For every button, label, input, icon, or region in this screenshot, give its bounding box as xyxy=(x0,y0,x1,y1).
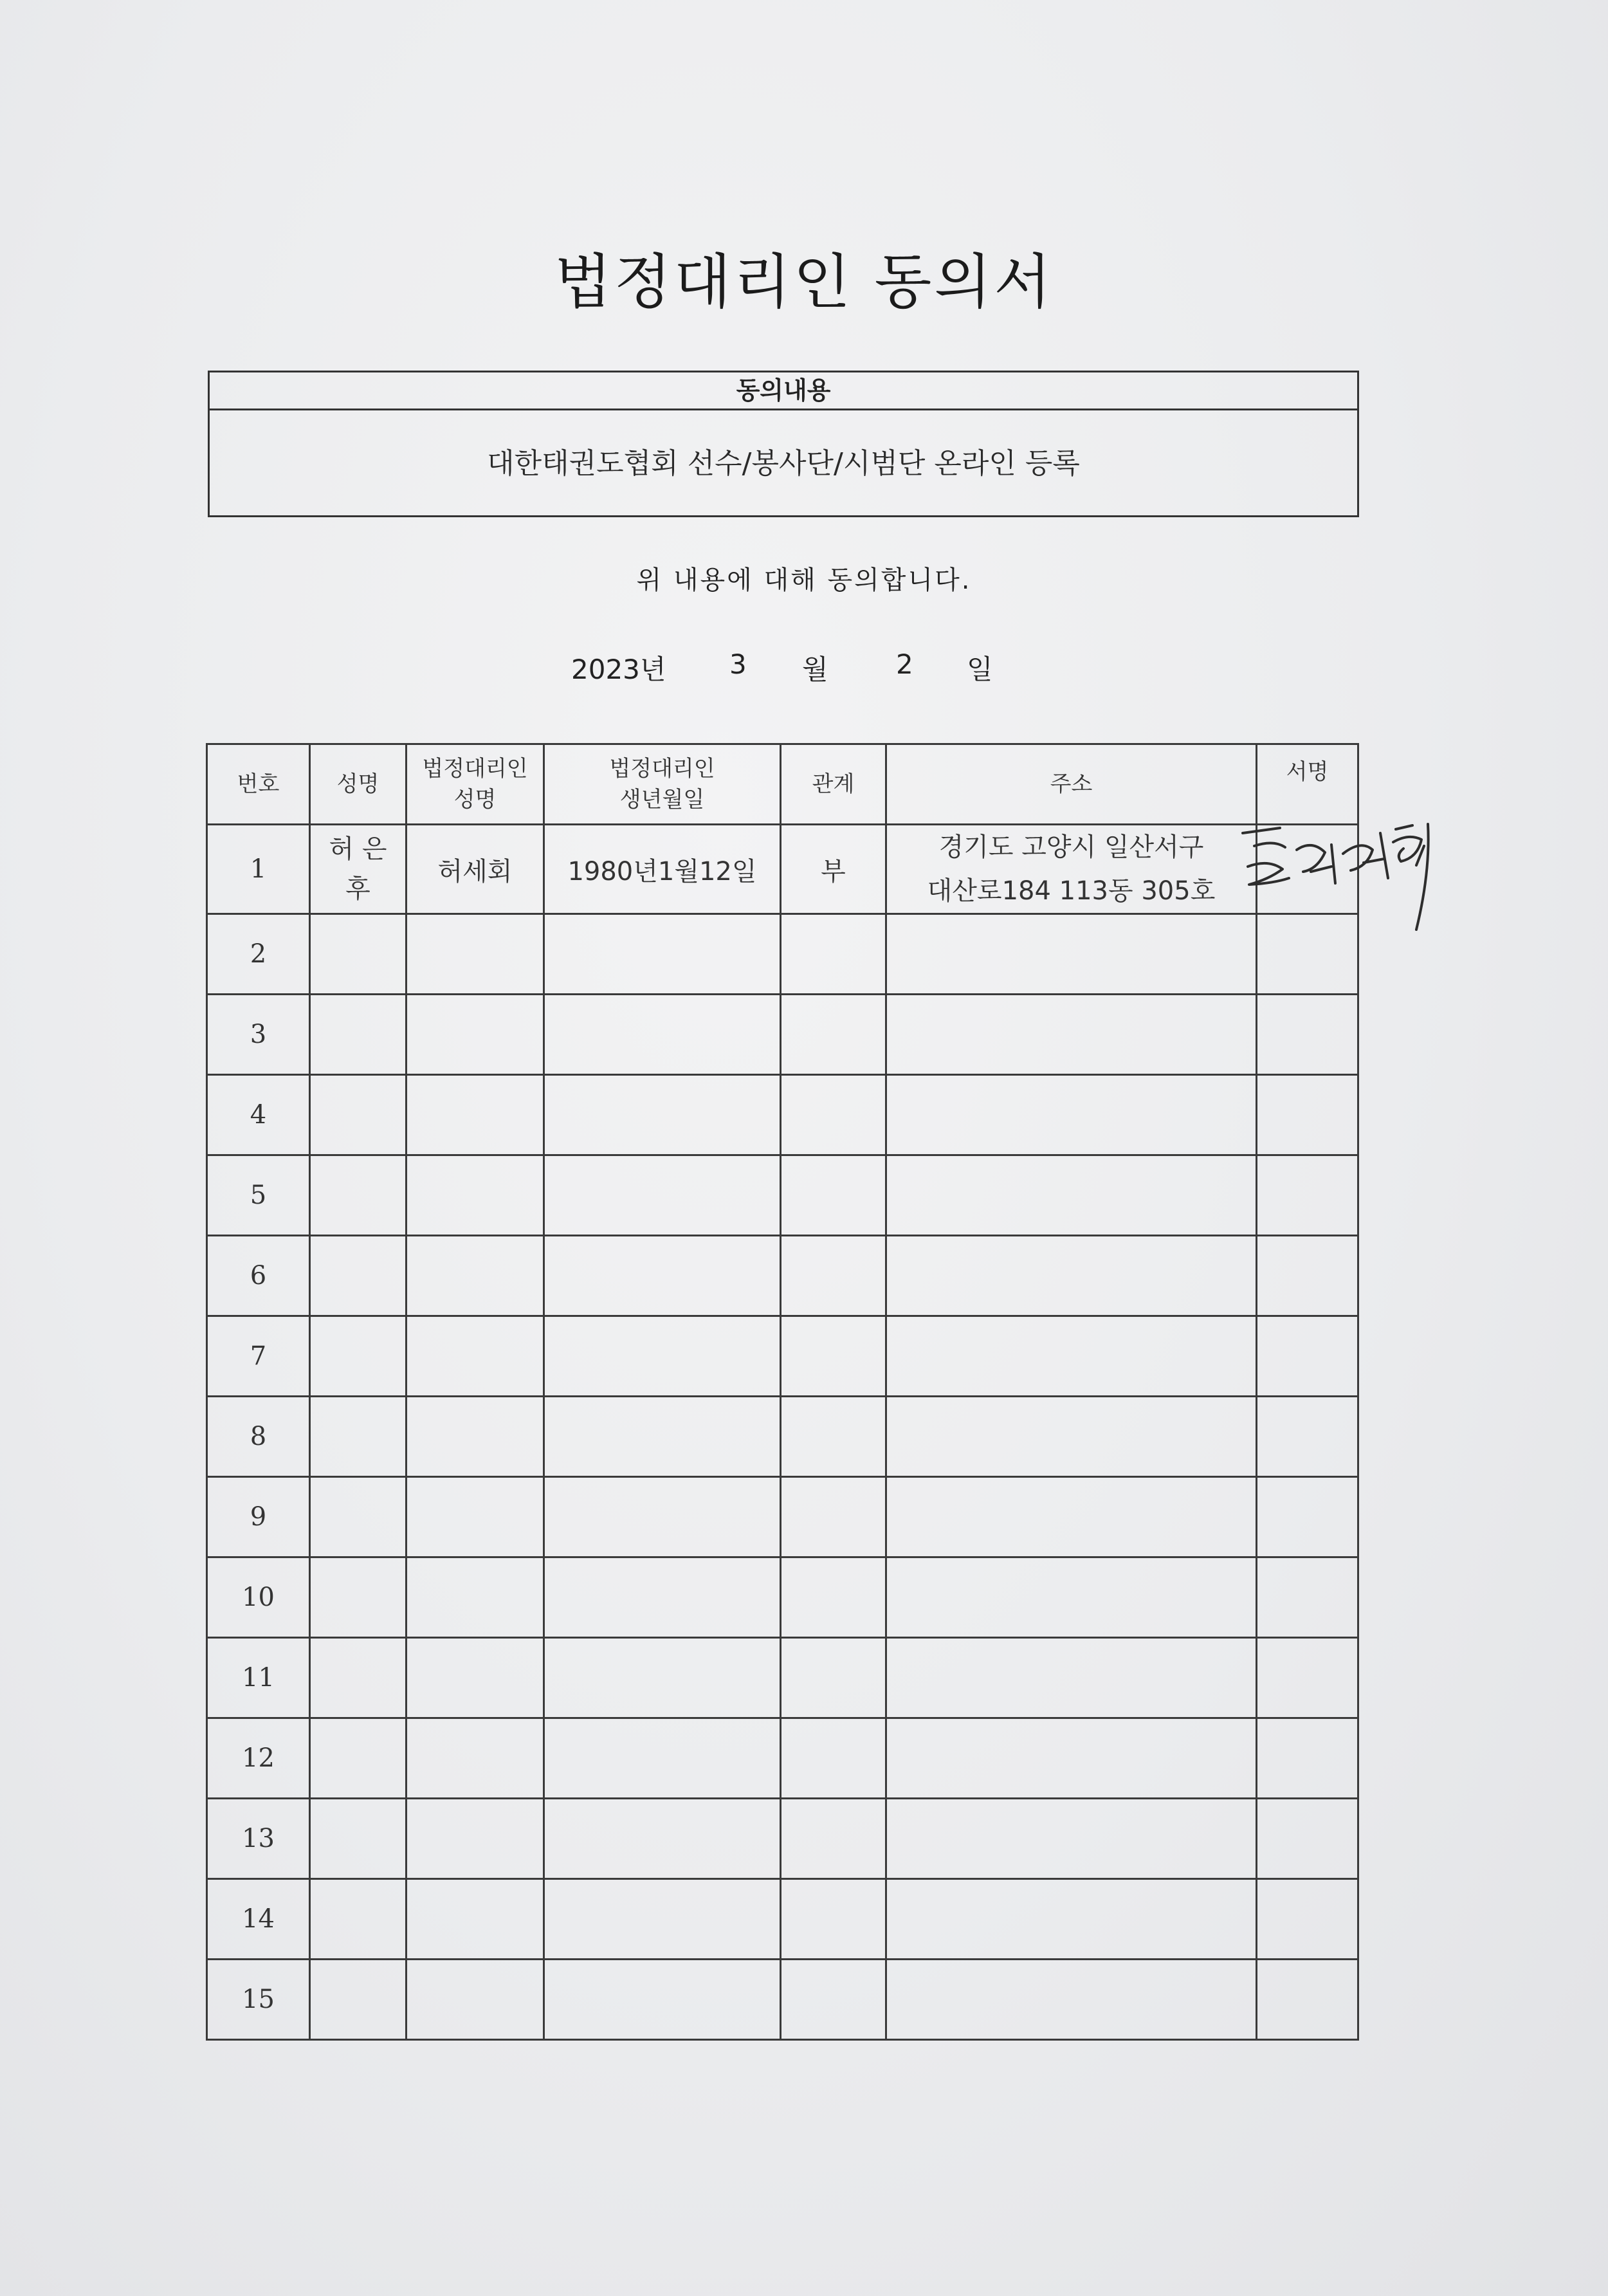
row-signature xyxy=(1257,1397,1358,1477)
row-guardian-name xyxy=(407,1397,544,1477)
row-guardian-name xyxy=(407,1557,544,1638)
handwritten-signature xyxy=(1235,807,1447,936)
row-guardian-birth xyxy=(544,995,781,1075)
header-no: 번호 xyxy=(207,744,310,825)
row-name xyxy=(310,1236,407,1316)
row-guardian-name xyxy=(407,995,544,1075)
table-row xyxy=(207,1236,1358,1316)
row-guardian-birth xyxy=(544,1960,781,2040)
row-relation xyxy=(781,1718,886,1799)
row-name xyxy=(310,825,407,914)
row-no: 14 xyxy=(207,1879,310,1960)
row-no: 8 xyxy=(207,1397,310,1477)
row-no: 15 xyxy=(207,1960,310,2040)
row-address xyxy=(886,1799,1257,1879)
agreement-text: 위 내용에 대해 동의합니다. xyxy=(636,565,972,595)
row-relation xyxy=(781,1799,886,1879)
row-relation xyxy=(781,1960,886,2040)
row-relation xyxy=(781,914,886,995)
row-address xyxy=(886,1236,1257,1316)
row-signature xyxy=(1257,1316,1358,1397)
table-row xyxy=(207,1397,1358,1477)
row-signature xyxy=(1257,1557,1358,1638)
table-row xyxy=(207,1075,1358,1155)
row-name xyxy=(310,995,407,1075)
row-guardian-name xyxy=(407,1316,544,1397)
row-address xyxy=(886,1718,1257,1799)
row-guardian-name xyxy=(407,1799,544,1879)
row-address xyxy=(886,1155,1257,1236)
row-address xyxy=(886,1960,1257,2040)
row-signature xyxy=(1257,1155,1358,1236)
row-signature xyxy=(1257,1960,1358,2040)
row-name xyxy=(310,1316,407,1397)
row-relation xyxy=(781,1236,886,1316)
table-row xyxy=(207,1960,1358,2040)
row-name-line1: 허 은 xyxy=(329,834,387,864)
document-title: 법정대리인 동의서 xyxy=(554,248,1054,317)
row-signature xyxy=(1257,1879,1358,1960)
row-guardian-birth xyxy=(544,1477,781,1557)
row-relation xyxy=(781,995,886,1075)
table-row xyxy=(207,1557,1358,1638)
table-row xyxy=(207,1477,1358,1557)
row-guardian-birth xyxy=(544,1236,781,1316)
row-name xyxy=(310,1879,407,1960)
row-guardian-name xyxy=(407,1155,544,1236)
row-guardian-name xyxy=(407,1075,544,1155)
table-row xyxy=(207,914,1358,995)
row-guardian-name xyxy=(407,1638,544,1718)
table-row xyxy=(207,1638,1358,1718)
row-name xyxy=(310,1155,407,1236)
consent-content: 대한태권도협회 선수/봉사단/시범단 온라인 등록 xyxy=(487,447,1080,480)
row-relation xyxy=(781,1879,886,1960)
row-name xyxy=(310,1799,407,1879)
table-row xyxy=(207,1879,1358,1960)
row-name xyxy=(310,914,407,995)
header-address: 주소 xyxy=(886,744,1257,825)
row-no: 3 xyxy=(207,995,310,1075)
row-guardian-birth xyxy=(544,1557,781,1638)
row-name xyxy=(310,1718,407,1799)
row-address xyxy=(886,1477,1257,1557)
row-relation xyxy=(781,1557,886,1638)
table-header-row xyxy=(207,744,1358,825)
header-guardian-name-line1: 법정대리인 xyxy=(422,756,528,782)
row-name-line2: 후 xyxy=(345,874,370,904)
row-name xyxy=(310,1477,407,1557)
row-signature xyxy=(1257,1718,1358,1799)
table-row xyxy=(207,1718,1358,1799)
date-line xyxy=(0,648,1608,687)
row-guardian-birth xyxy=(544,1879,781,1960)
row-guardian-birth xyxy=(544,914,781,995)
row-guardian-birth xyxy=(544,1718,781,1799)
row-guardian-name xyxy=(407,914,544,995)
header-guardian-birth xyxy=(544,744,781,825)
row-no: 6 xyxy=(207,1236,310,1316)
row-guardian-birth xyxy=(544,1075,781,1155)
row-guardian-birth xyxy=(544,1799,781,1879)
row-address xyxy=(886,1638,1257,1718)
row-relation xyxy=(781,1397,886,1477)
row-no: 10 xyxy=(207,1557,310,1638)
table-row xyxy=(207,825,1358,914)
header-guardian-name xyxy=(407,744,544,825)
header-guardian-name-line2: 성명 xyxy=(453,787,497,813)
row-relation xyxy=(781,1155,886,1236)
row-address xyxy=(886,1316,1257,1397)
row-guardian-name xyxy=(407,1718,544,1799)
header-relation: 관계 xyxy=(781,744,886,825)
consent-header: 동의내용 xyxy=(210,372,1357,410)
row-guardian-birth xyxy=(544,1155,781,1236)
row-no: 9 xyxy=(207,1477,310,1557)
header-name: 성명 xyxy=(310,744,407,825)
row-address-line1: 경기도 고양시 일산서구 xyxy=(938,832,1204,862)
row-address-line2: 대산로184 113동 305호 xyxy=(927,876,1216,906)
row-no: 4 xyxy=(207,1075,310,1155)
date-month-label: 월 xyxy=(802,654,828,685)
row-no: 12 xyxy=(207,1718,310,1799)
row-signature xyxy=(1257,1075,1358,1155)
row-address xyxy=(886,1879,1257,1960)
row-guardian-name xyxy=(407,1477,544,1557)
row-relation xyxy=(781,1075,886,1155)
row-guardian-name xyxy=(407,1236,544,1316)
row-guardian-birth: 1980년1월12일 xyxy=(544,825,781,914)
row-relation: 부 xyxy=(781,825,886,914)
row-guardian-name: 허세회 xyxy=(407,825,544,914)
row-name xyxy=(310,1397,407,1477)
row-relation xyxy=(781,1477,886,1557)
registration-table xyxy=(206,743,1359,2041)
header-guardian-birth-line2: 생년월일 xyxy=(619,787,705,813)
row-guardian-birth xyxy=(544,1316,781,1397)
row-signature xyxy=(1257,995,1358,1075)
row-guardian-birth xyxy=(544,1638,781,1718)
date-month: 3 xyxy=(729,648,747,680)
row-signature xyxy=(1257,1236,1358,1316)
row-no: 11 xyxy=(207,1638,310,1718)
row-signature xyxy=(1257,1638,1358,1718)
row-address xyxy=(886,995,1257,1075)
header-signature: 서명 xyxy=(1257,744,1358,825)
row-address xyxy=(886,825,1257,914)
date-day-label: 일 xyxy=(967,654,993,685)
row-address xyxy=(886,1557,1257,1638)
row-name xyxy=(310,1960,407,2040)
row-no: 1 xyxy=(207,825,310,914)
row-address xyxy=(886,1397,1257,1477)
table-row xyxy=(207,995,1358,1075)
row-address xyxy=(886,1075,1257,1155)
row-signature xyxy=(1257,1799,1358,1879)
date-year: 2023년 xyxy=(571,654,666,685)
row-no: 5 xyxy=(207,1155,310,1236)
row-guardian-name xyxy=(407,1960,544,2040)
table-row xyxy=(207,1799,1358,1879)
row-guardian-name xyxy=(407,1879,544,1960)
table-row xyxy=(207,1316,1358,1397)
row-address xyxy=(886,914,1257,995)
row-no: 7 xyxy=(207,1316,310,1397)
row-no: 2 xyxy=(207,914,310,995)
row-relation xyxy=(781,1638,886,1718)
date-day: 2 xyxy=(896,648,913,680)
row-guardian-birth xyxy=(544,1397,781,1477)
row-name xyxy=(310,1638,407,1718)
header-guardian-birth-line1: 법정대리인 xyxy=(609,756,715,782)
table-row xyxy=(207,1155,1358,1236)
row-name xyxy=(310,1557,407,1638)
consent-box xyxy=(208,371,1359,517)
row-signature xyxy=(1257,1477,1358,1557)
row-no: 13 xyxy=(207,1799,310,1879)
row-name xyxy=(310,1075,407,1155)
row-relation xyxy=(781,1316,886,1397)
